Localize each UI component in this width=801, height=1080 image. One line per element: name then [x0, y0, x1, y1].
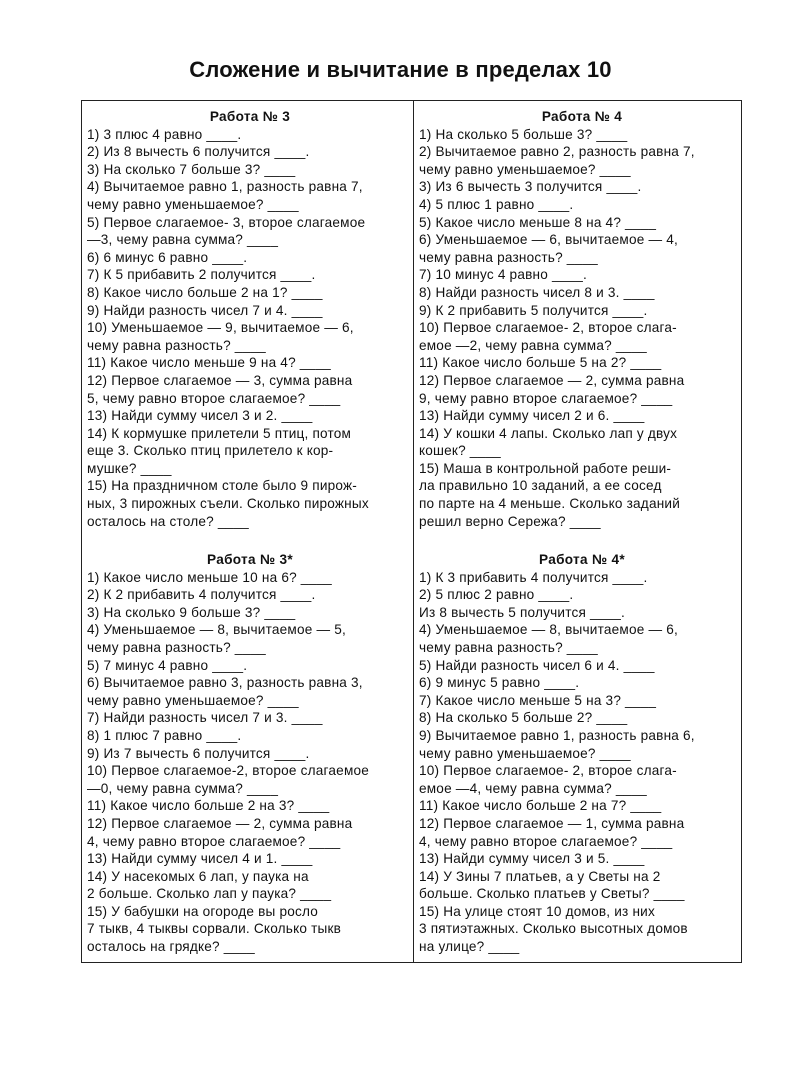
- section-rabota-4: [419, 108, 745, 530]
- column-divider: [413, 100, 414, 963]
- section-heading: Работа № 4: [541, 109, 623, 124]
- task-line: 4, чему равно второе слагаемое? ____: [419, 833, 673, 849]
- task-line: 5) Какое число меньше 8 на 4? ____: [419, 214, 657, 230]
- task-line: 10) Первое слагаемое- 2, второе слага-: [419, 320, 677, 336]
- task-line: 4) Уменьшаемое — 8, вычитаемое — 5,: [87, 622, 346, 638]
- task-line: 2) Из 8 вычесть 6 получится ____.: [87, 144, 310, 160]
- task-line: чему равно уменьшаемое? ____: [419, 745, 631, 761]
- task-line: 8) Какое число больше 2 на 1? ____: [87, 284, 323, 300]
- task-line: 6) Уменьшаемое — 6, вычитаемое — 4,: [419, 232, 678, 248]
- task-line: 11) Какое число больше 5 на 2? ____: [419, 355, 662, 371]
- task-line: 9) Найди разность чисел 7 и 4. ____: [87, 302, 323, 318]
- task-line: 15) На праздничном столе было 9 пирож-: [87, 478, 358, 494]
- task-line: емое —2, чему равна сумма? ____: [419, 337, 647, 353]
- task-line: 11) Какое число больше 2 на 7? ____: [419, 798, 662, 814]
- section-lines: [419, 126, 745, 531]
- task-line: —0, чему равна сумма? ____: [87, 780, 279, 796]
- task-line: мушке? ____: [87, 460, 172, 476]
- task-line: 1) К 3 прибавить 4 получится ____.: [419, 569, 648, 585]
- task-line: решил верно Сережа? ____: [419, 513, 601, 529]
- task-line: чему равно уменьшаемое? ____: [87, 196, 299, 212]
- task-line: 10) Первое слагаемое- 2, второе слага-: [419, 763, 677, 779]
- task-line: 6) 6 минус 6 равно ____.: [87, 249, 248, 265]
- task-line: 11) Какое число меньше 9 на 4? ____: [87, 355, 331, 371]
- task-line: 14) У Зины 7 платьев, а у Светы на 2: [419, 868, 661, 884]
- task-line: 1) 3 плюс 4 равно ____.: [87, 126, 242, 142]
- task-line: ла правильно 10 заданий, а ее сосед: [419, 478, 662, 494]
- task-line: 5) Найди разность чисел 6 и 4. ____: [419, 657, 655, 673]
- task-line: 14) К кормушке прилетели 5 птиц, потом: [87, 425, 352, 441]
- task-line: 7) К 5 прибавить 2 получится ____.: [87, 267, 316, 283]
- task-line: 8) 1 плюс 7 равно ____.: [87, 727, 242, 743]
- task-line: 14) У кошки 4 лапы. Сколько лап у двух: [419, 425, 678, 441]
- task-line: 7) 10 минус 4 равно ____.: [419, 267, 587, 283]
- section-lines: [87, 126, 413, 531]
- section-rabota-3-star: [87, 551, 413, 956]
- task-line: 12) Первое слагаемое — 2, сумма равна: [87, 815, 353, 831]
- task-line: 3) Из 6 вычесть 3 получится ____.: [419, 179, 642, 195]
- task-line: 8) Найди разность чисел 8 и 3. ____: [419, 284, 655, 300]
- task-line: 3) На сколько 9 больше 3? ____: [87, 604, 296, 620]
- task-line: больше. Сколько платьев у Светы? ____: [419, 886, 685, 902]
- task-line: 4) 5 плюс 1 равно ____.: [419, 196, 574, 212]
- section-lines: [87, 569, 413, 956]
- task-line: 4) Вычитаемое равно 1, разность равна 7,: [87, 179, 363, 195]
- task-line: 3) На сколько 7 больше 3? ____: [87, 161, 296, 177]
- task-line: на улице? ____: [419, 939, 520, 955]
- task-line: 2) 5 плюс 2 равно ____.: [419, 587, 574, 603]
- task-line: 6) Вычитаемое равно 3, разность равна 3,: [87, 675, 363, 691]
- task-line: —3, чему равна сумма? ____: [87, 232, 279, 248]
- task-line: ных, 3 пирожных съели. Сколько пирожных: [87, 496, 369, 512]
- task-line: 1) Какое число меньше 10 на 6? ____: [87, 569, 332, 585]
- task-line: 5) Первое слагаемое- 3, второе слагаемое: [87, 214, 366, 230]
- task-line: 2) К 2 прибавить 4 получится ____.: [87, 587, 316, 603]
- section-heading: Работа № 3*: [207, 552, 293, 567]
- page-title: Сложение и вычитание в пределах 10: [189, 57, 612, 82]
- task-line: 5) 7 минус 4 равно ____.: [87, 657, 248, 673]
- task-line: 9) Из 7 вычесть 6 получится ____.: [87, 745, 310, 761]
- section-rabota-3: [87, 108, 413, 530]
- task-line: 4) Уменьшаемое — 8, вычитаемое — 6,: [419, 622, 678, 638]
- task-line: 13) Найди сумму чисел 3 и 2. ____: [87, 408, 313, 424]
- task-line: чему равно уменьшаемое? ____: [87, 692, 299, 708]
- task-line: 13) Найди сумму чисел 3 и 5. ____: [419, 851, 645, 867]
- task-line: 15) Маша в контрольной работе реши-: [419, 460, 672, 476]
- section-heading: Работа № 4*: [539, 552, 625, 567]
- task-line: 5, чему равно второе слагаемое? ____: [87, 390, 341, 406]
- section-lines: [419, 569, 745, 956]
- task-line: 9, чему равно второе слагаемое? ____: [419, 390, 673, 406]
- task-line: кошек? ____: [419, 443, 501, 459]
- task-line: 7) Какое число меньше 5 на 3? ____: [419, 692, 657, 708]
- task-line: чему равна разность? ____: [87, 337, 266, 353]
- task-line: чему равна разность? ____: [87, 639, 266, 655]
- section-heading: Работа № 3: [209, 109, 291, 124]
- task-line: Из 8 вычесть 5 получится ____.: [419, 604, 626, 620]
- task-line: 13) Найди сумму чисел 2 и 6. ____: [419, 408, 645, 424]
- task-line: емое —4, чему равна сумма? ____: [419, 780, 647, 796]
- task-line: чему равна разность? ____: [419, 639, 598, 655]
- task-line: 10) Уменьшаемое — 9, вычитаемое — 6,: [87, 320, 354, 336]
- task-line: 2) Вычитаемое равно 2, разность равна 7,: [419, 144, 695, 160]
- task-line: 3 пятиэтажных. Сколько высотных домов: [419, 921, 688, 937]
- task-line: по парте на 4 меньше. Сколько заданий: [419, 496, 680, 512]
- task-line: 9) К 2 прибавить 5 получится ____.: [419, 302, 648, 318]
- task-line: 12) Первое слагаемое — 3, сумма равна: [87, 372, 353, 388]
- task-line: 15) На улице стоят 10 домов, из них: [419, 903, 655, 919]
- task-line: 12) Первое слагаемое — 1, сумма равна: [419, 815, 685, 831]
- task-line: 4, чему равно второе слагаемое? ____: [87, 833, 341, 849]
- task-line: 15) У бабушки на огороде вы росло: [87, 903, 319, 919]
- task-line: 8) На сколько 5 больше 2? ____: [419, 710, 628, 726]
- section-rabota-4-star: [419, 551, 745, 956]
- task-line: 13) Найди сумму чисел 4 и 1. ____: [87, 851, 313, 867]
- task-line: 2 больше. Сколько лап у паука? ____: [87, 886, 332, 902]
- task-line: 7 тыкв, 4 тыквы сорвали. Сколько тыкв: [87, 921, 342, 937]
- task-line: осталось на столе? ____: [87, 513, 249, 529]
- task-line: осталось на грядке? ____: [87, 939, 255, 955]
- task-line: 12) Первое слагаемое — 2, сумма равна: [419, 372, 685, 388]
- task-line: 7) Найди разность чисел 7 и 3. ____: [87, 710, 323, 726]
- task-line: еще 3. Сколько птиц прилетело к кор-: [87, 443, 334, 459]
- task-line: 9) Вычитаемое равно 1, разность равна 6,: [419, 727, 695, 743]
- task-line: 10) Первое слагаемое-2, второе слагаемое: [87, 763, 370, 779]
- task-line: 6) 9 минус 5 равно ____.: [419, 675, 580, 691]
- task-line: 11) Какое число больше 2 на 3? ____: [87, 798, 330, 814]
- task-line: 1) На сколько 5 больше 3? ____: [419, 126, 628, 142]
- task-line: 14) У насекомых 6 лап, у паука на: [87, 868, 309, 884]
- task-line: чему равно уменьшаемое? ____: [419, 161, 631, 177]
- task-line: чему равна разность? ____: [419, 249, 598, 265]
